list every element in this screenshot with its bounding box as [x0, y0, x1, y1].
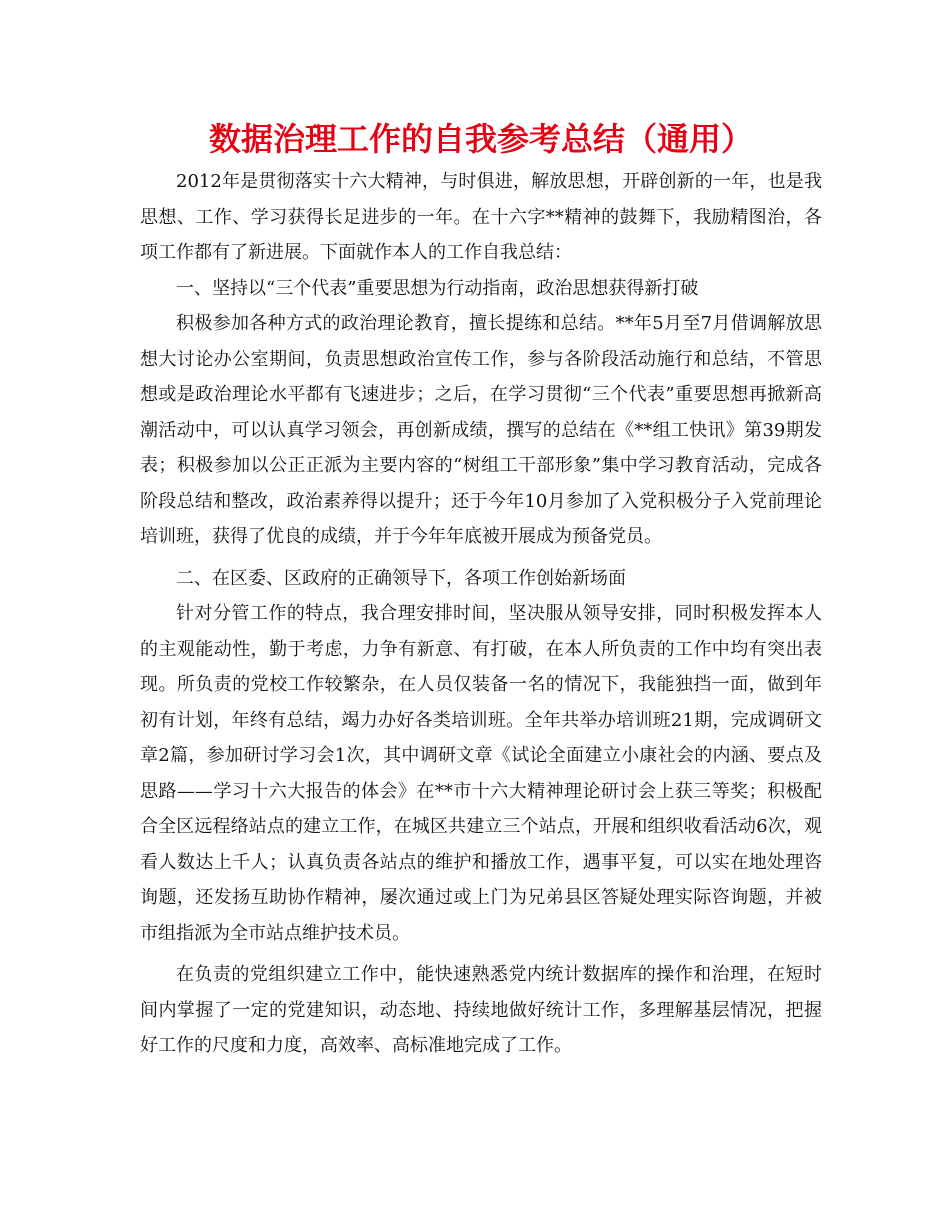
section-2-heading: 二、在区委、区政府的正确领导下，各项工作创始新场面 [176, 567, 626, 589]
section-1-body: 积极参加各种方式的政治理论教育，擅长提练和总结。**年5月至7月借调解放思想大讨论办公室期间，负责思想政治宣传工作，参与各阶段活动施行和总结，不管思想或是政治理论水平都有飞速进步；之后，在学习贯彻“三个代表”重要思想再掀新高潮活动中，可以认真学习领会，再创新成绩，撰写的总结在《**组工快讯》第39期发表；积极参加以公正正派为主要内容的“树组工干部形象”集中学习教育活动，完成各阶段总结和整改，政治素养得以提升；还于今年10月参加了入党积极分子入党前理论培训班，获得了优良的成绩，并于今年年底被开展成为预备党员。 [140, 313, 822, 547]
section-2-body-paragraph-2: 在负责的党组织建立工作中，能快速熟悉党内统计数据库的操作和治理，在短时间内掌握了一定的党建知识，动态地、持续地做好统计工作，多理解基层情况，把握好工作的尺度和力度，高效率、高标准地完成了工作。 [140, 964, 822, 1056]
document-page [140, 118, 822, 1064]
intro-paragraph: 2012年是贯彻落实十六大精神，与时俱进，解放思想，开辟创新的一年，也是我思想、工作、学习获得长足进步的一年。在十六字**精神的鼓舞下，我励精图治，各项工作都有了新进展。下面就作本人的工作自我总结： [140, 171, 822, 263]
section-1-heading: 一、坚持以“三个代表”重要思想为行动指南，政治思想获得新打破 [176, 277, 699, 299]
section-2-body-paragraph-1: 针对分管工作的特点，我合理安排时间，坚决服从领导安排，同时积极发挥本人的主观能动性，勤于考虑，力争有新意、有打破，在本人所负责的工作中均有突出表现。所负责的党校工作较繁杂，在人员仅装备一名的情况下，我能独挡一面，做到年初有计划，年终有总结，竭力办好各类培训班。全年共举办培训班21期，完成调研文章2篇，参加研讨学习会1次，其中调研文章《试论全面建立小康社会的内涵、要点及思路——学习十六大报告的体会》在**市十六大精神理论研讨会上获三等奖；积极配合全区远程络站点的建立工作，在城区共建立三个站点，开展和组织收看活动6次，观看人数达上千人；认真负责各站点的维护和播放工作，遇事平复，可以实在地处理咨询题，还发扬互助协作精神，屡次通过或上门为兄弟县区答疑处理实际咨询题，并被市组指派为全市站点维护技术员。 [140, 603, 822, 944]
document-title: 数据治理工作的自我参考总结（通用） [208, 120, 753, 158]
